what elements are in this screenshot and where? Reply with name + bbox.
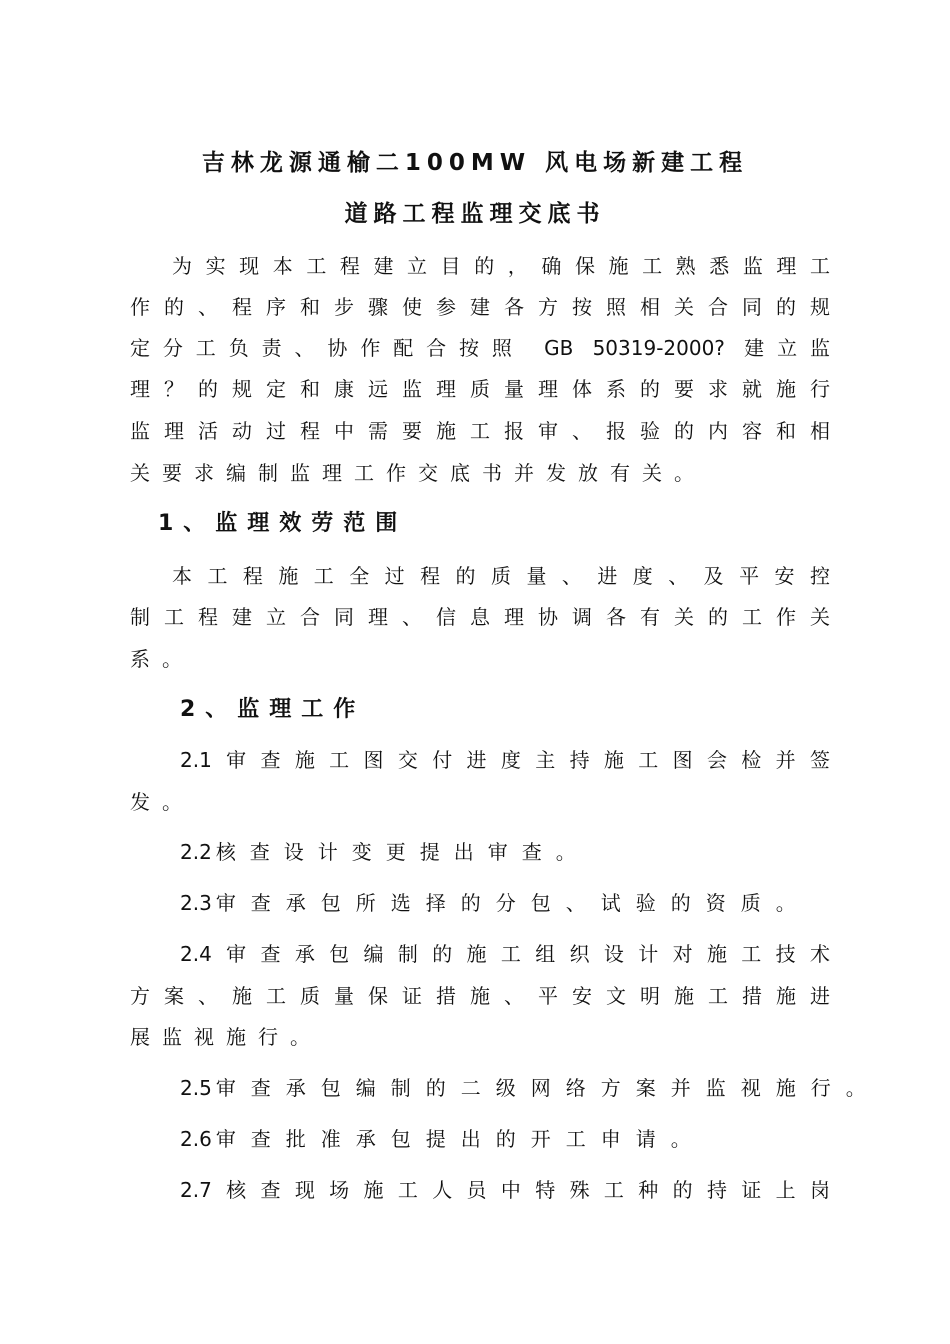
list-item-continuation: 方案、施工质量保证措施、平安文明施工措施进 bbox=[130, 984, 830, 1008]
item-number: 2.7 bbox=[180, 1178, 212, 1202]
item-text: 审查施工图交付进度主持施工图会检并签 bbox=[211, 748, 830, 772]
list-item-2-1 bbox=[180, 745, 830, 775]
intro-line: 监理活动过程中需要施工报审、报验的内容和相 bbox=[130, 419, 830, 443]
item-number: 2.6 bbox=[180, 1127, 212, 1151]
list-item-2-6 bbox=[180, 1124, 706, 1154]
item-number: 2.2 bbox=[180, 840, 212, 864]
item-number: 2.3 bbox=[180, 891, 212, 915]
document-title-line1: 吉林龙源通榆二100MW 风电场新建工程 bbox=[201, 150, 749, 176]
item-text: 核查现场施工人员中特殊工种的持证上岗 bbox=[211, 1178, 830, 1202]
item-text: 审查批准承包提出的开工申请。 bbox=[215, 1127, 706, 1151]
document-title-line2: 道路工程监理交底书 bbox=[344, 201, 606, 227]
intro-line: 关要求编制监理工作交底书并发放有关。 bbox=[130, 461, 706, 485]
item-text: 审查承包所选择的分包、试验的资质。 bbox=[215, 891, 811, 915]
item-number: 2.5 bbox=[180, 1076, 212, 1100]
section2-heading: 2、监理工作 bbox=[180, 697, 366, 722]
section1-heading: 1、监理效劳范围 bbox=[158, 511, 408, 536]
item-number: 2.1 bbox=[180, 748, 212, 772]
item-text: 审查承包编制的二级网络方案并监视施行。 bbox=[215, 1076, 881, 1100]
section1-line: 制工程建立合同理、信息理协调各有关的工作关 bbox=[130, 605, 830, 629]
list-item-2-3 bbox=[180, 888, 811, 918]
list-item-2-7 bbox=[180, 1175, 830, 1205]
list-item-continuation: 发。 bbox=[130, 790, 194, 814]
item-text: 审查承包编制的施工组织设计对施工技术 bbox=[211, 942, 830, 966]
intro-line: 为实现本工程建立目的，确保施工熟悉监理工 bbox=[172, 254, 830, 278]
list-item-2-5 bbox=[180, 1073, 881, 1103]
intro-line: 理？的规定和康远监理质量理体系的要求就施行 bbox=[130, 377, 830, 401]
item-number: 2.4 bbox=[180, 942, 212, 966]
section1-line: 系。 bbox=[130, 647, 194, 671]
intro-line: 定分工负责、协作配合按照 GB 50319-2000? 建立监 bbox=[130, 336, 830, 360]
list-item-continuation: 展监视施行。 bbox=[130, 1025, 322, 1049]
intro-line: 作的、程序和步骤使参建各方按照相关合同的规 bbox=[130, 295, 830, 319]
list-item-2-2 bbox=[180, 837, 590, 867]
list-item-2-4 bbox=[180, 939, 830, 969]
item-text: 核查设计变更提出审查。 bbox=[215, 840, 590, 864]
section1-line: 本工程施工全过程的质量、进度、及平安控 bbox=[172, 564, 830, 588]
